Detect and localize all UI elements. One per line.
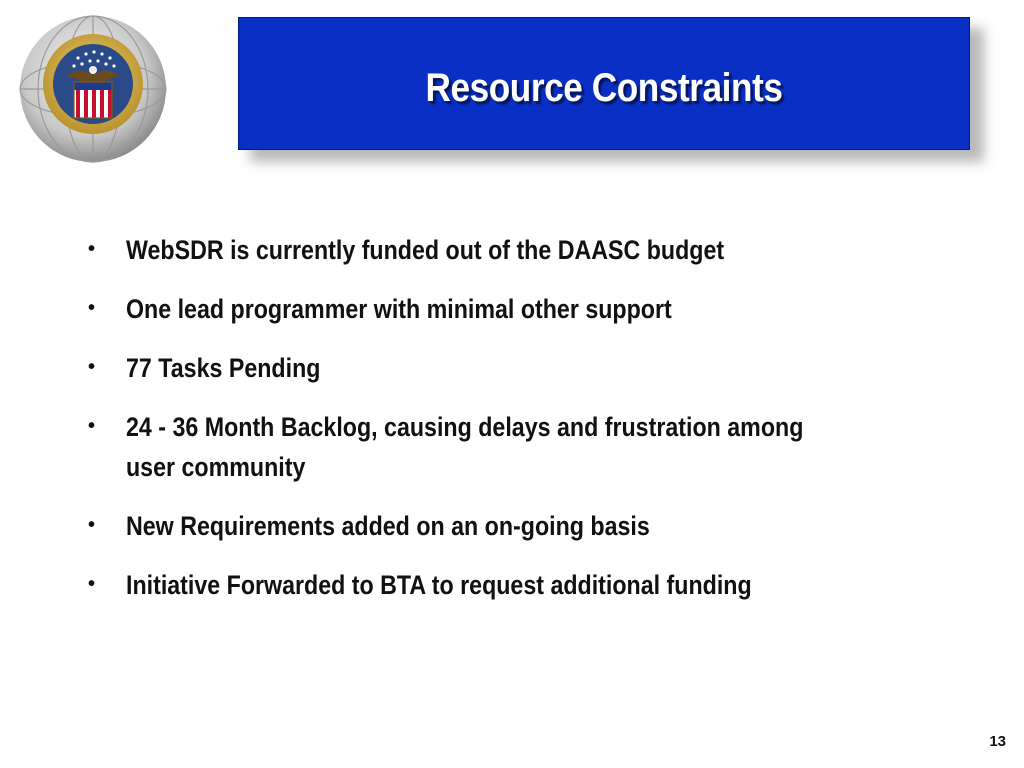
bullet-icon: •: [88, 573, 96, 595]
bullet-text: One lead programmer with minimal other support: [126, 294, 672, 324]
list-item: [84, 289, 964, 329]
bullet-text: WebSDR is currently funded out of the DAASC budget: [126, 235, 725, 265]
title-banner: [238, 17, 970, 150]
bullet-icon: •: [88, 415, 96, 437]
bullet-text: 77 Tasks Pending: [126, 353, 321, 383]
bullet-icon: •: [88, 238, 96, 260]
bullet-icon: •: [88, 297, 96, 319]
bullet-icon: •: [88, 356, 96, 378]
list-item: [84, 407, 964, 487]
bullet-text: Initiative Forwarded to BTA to request additional funding: [126, 570, 752, 600]
bullet-text: New Requirements added on an on-going basis: [126, 511, 650, 541]
dla-seal-icon: [18, 14, 168, 164]
list-item: [84, 565, 964, 605]
bullet-list: [84, 230, 964, 624]
bullet-icon: •: [88, 514, 96, 536]
bullet-text: 24 - 36 Month Backlog, causing delays and frustration among user community: [126, 412, 804, 482]
page-number: 13: [989, 733, 1006, 750]
list-item: [84, 506, 964, 546]
list-item: [84, 348, 964, 388]
slide-title: Resource Constraints: [425, 66, 783, 110]
list-item: [84, 230, 964, 270]
